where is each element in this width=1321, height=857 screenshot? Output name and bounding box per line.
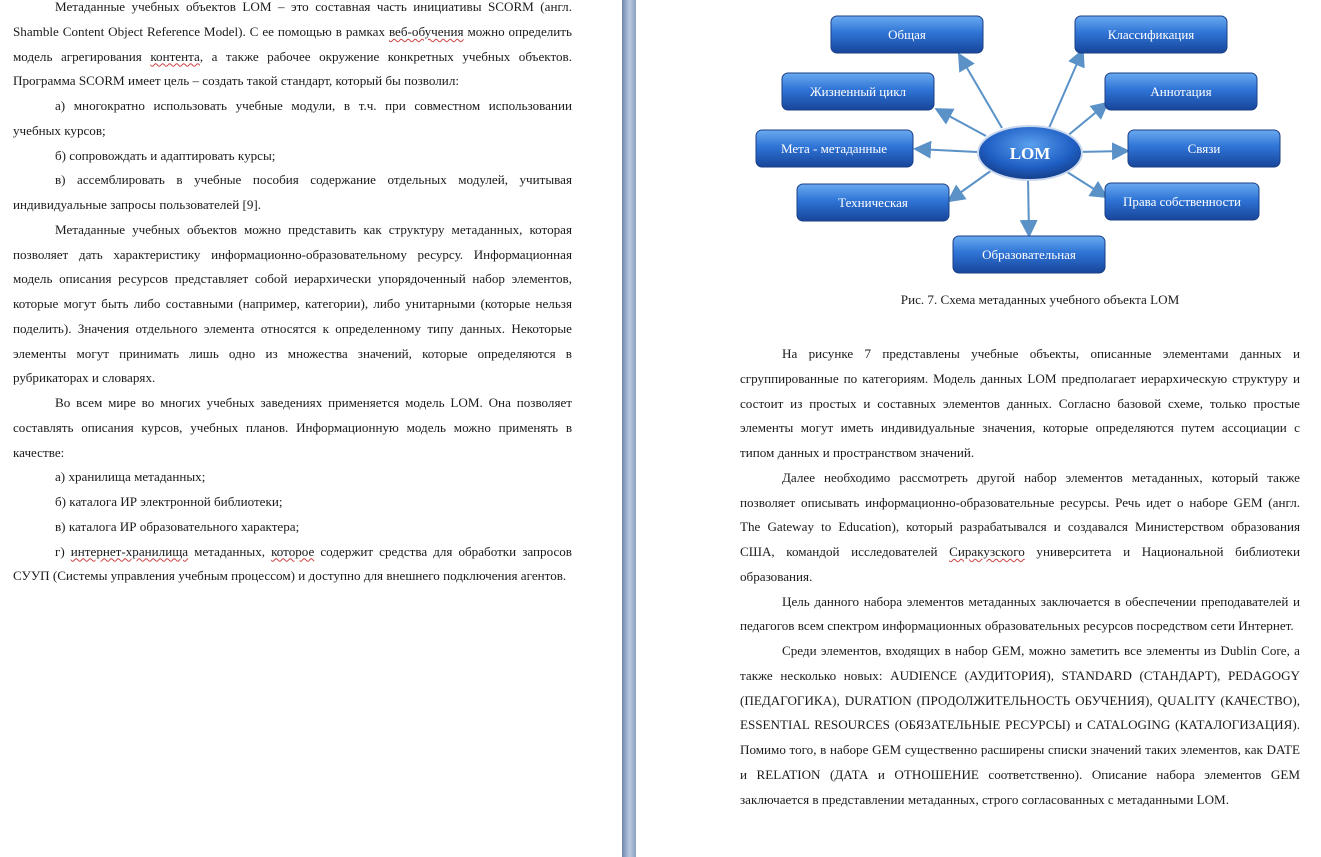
node-meta-metadata	[756, 130, 913, 167]
document-page-left	[0, 0, 622, 857]
right-page-text	[740, 342, 1300, 812]
spellcheck-word[interactable]: Сиракузского	[949, 544, 1025, 559]
arrow-lifecycle	[938, 110, 986, 136]
svg-text:LOM: LOM	[1009, 144, 1051, 163]
paragraph: Далее необходимо рассмотреть другой набор элементов метаданных, который также позволяет описывать информационно-образовательные ресурсы. Речь идет о наборе GEM (англ. The Gateway to Education), который разрабатывался и создавался Министерством образования США, командой исследователей Сиракузского университета и Национальной библиотеки образования.	[740, 469, 1300, 584]
paragraph: На рисунке 7 представлены учебные объекты, описанные элементами данных и сгруппированные по категориям. Модель данных LOM предполагает иерархическую структуру и состоит из простых и составных элементов данных. Согласно базовой схеме, только простые элементы могут иметь индивидуальные значения, которые определяются путем ассоциации с типом данных и пространством значений.	[740, 346, 1300, 460]
svg-text:Аннотация: Аннотация	[1150, 84, 1212, 99]
svg-text:Мета - метаданные: Мета - метаданные	[780, 141, 888, 156]
arrow-general	[960, 56, 1002, 128]
svg-text:Классификация: Классификация	[1107, 27, 1195, 42]
page-gutter	[622, 0, 636, 857]
spellcheck-word[interactable]: которое	[271, 543, 315, 559]
svg-text:Образовательная: Образовательная	[982, 247, 1076, 262]
paragraph: Среди элементов, входящих в набор GEM, можно заметить все элементы из Dublin Core, а также несколько новых: AUDIENCE (АУДИТОРИЯ), STANDARD (СТАНДАРТ), PEDAGOGY (ПЕДАГОГИКА), DURATION (ПРОДОЛЖИТЕЛЬНОСТЬ ОБУЧЕНИЯ), QUALITY (КАЧЕСТВО), ESSENTIAL RESOURCES (ОБЯЗАТЕЛЬНЫЕ РЕСУРСЫ) и CATALOGING (КАТАЛОГИЗАЦИЯ). Помимо того, в наборе GEM существенно расширены списки значений таких элементов, как DATE и RELATION (ДАТА и ОТНОШЕНИЕ соответственно). Описание набора элементов GEM заключается в представлении метаданных, строго согласованных с метаданными LOM.	[740, 643, 1300, 807]
node-technical	[797, 184, 949, 221]
left-page-text	[13, 0, 572, 589]
arrow-annotation	[1066, 104, 1106, 137]
node-relations	[1128, 130, 1280, 167]
document-page-right	[636, 0, 1321, 857]
paragraph: Метаданные учебных объектов можно представить как структуру метаданных, которая позволяет дать характеристику информационно-образовательному ресурсу. Информационная модель описания ресурсов представляет собой иерархически упорядоченный набор элементов, которые могут быть либо составными (например, категории), либо унитарными (которые нельзя поделить). Значения отдельного элемента относятся к определенному типу данных. Некоторые элементы могут принимать лишь одно из множества значений, которые определяются в рубрикаторах и словарях.	[13, 221, 572, 386]
list-item: а) хранилища метаданных;	[55, 469, 206, 485]
paragraph: Во всем мире во многих учебных заведениях применяется модель LOM. Она позволяет составлять описания курсов, учебных планов. Информационную модель можно применять в качестве:	[13, 395, 572, 460]
spellcheck-word[interactable]: веб-обучения	[388, 23, 464, 39]
figure-caption: Рис. 7. Схема метаданных учебного объекта LOM	[900, 292, 1180, 307]
svg-text:Общая: Общая	[888, 27, 926, 42]
arrow-relations	[1076, 151, 1126, 152]
list-item: б) сопровождать и адаптировать курсы;	[55, 147, 276, 163]
paragraph: Цель данного набора элементов метаданных заключается в обеспечении преподавателей и педагогов всем спектром информационных образовательных ресурсов посредством сети Интернет.	[740, 593, 1300, 634]
node-lom-center	[978, 126, 1082, 180]
svg-text:Права собственности: Права собственности	[1123, 194, 1241, 209]
svg-text:Техническая: Техническая	[838, 195, 908, 210]
node-general	[831, 16, 983, 53]
paragraph: Метаданные учебных объектов LOM – это составная часть инициативы SCORM (англ. Shamble Content Object Reference Model). С ее помощью в рамках веб-обучения можно определить модель агрегирования контента, а также рабочее окружение конкретных учебных объектов. Программа SCORM имеет цель – создать такой стандарт, который бы позволил:	[13, 0, 572, 89]
node-rights	[1105, 183, 1259, 220]
spellcheck-word[interactable]: контента	[150, 48, 200, 64]
arrow-rights	[1064, 170, 1105, 196]
svg-text:Связи: Связи	[1187, 141, 1221, 156]
list-item: б) каталога ИР электронной библиотеки;	[55, 494, 283, 509]
list-item: в) каталога ИР образовательного характера;	[55, 518, 300, 534]
arrow-meta-metadata	[917, 149, 977, 152]
arrow-technical	[950, 170, 992, 200]
lom-metadata-diagram	[636, 0, 1321, 290]
list-item: в) ассемблировать в учебные пособия содержание отдельных модулей, учитывая индивидуальные запросы пользователей [9].	[13, 172, 572, 212]
list-item: г) интернет-хранилища метаданных, которое содержит средства для обработки запросов СУУП (Системы управления учебным процессом) и доступно для внешнего подключения агентов.	[13, 543, 572, 584]
arrow-classification	[1049, 52, 1082, 128]
node-lifecycle	[782, 73, 934, 110]
svg-text:Жизненный цикл: Жизненный цикл	[809, 84, 907, 99]
spellcheck-word[interactable]: интернет-хранилища	[70, 543, 189, 559]
node-classification	[1075, 16, 1227, 53]
node-annotation	[1105, 73, 1257, 110]
list-item: а) многократно использовать учебные модули, в т.ч. при совместном использовании учебных курсов;	[13, 98, 572, 138]
arrow-educational	[1028, 178, 1029, 234]
node-educational	[953, 236, 1105, 273]
